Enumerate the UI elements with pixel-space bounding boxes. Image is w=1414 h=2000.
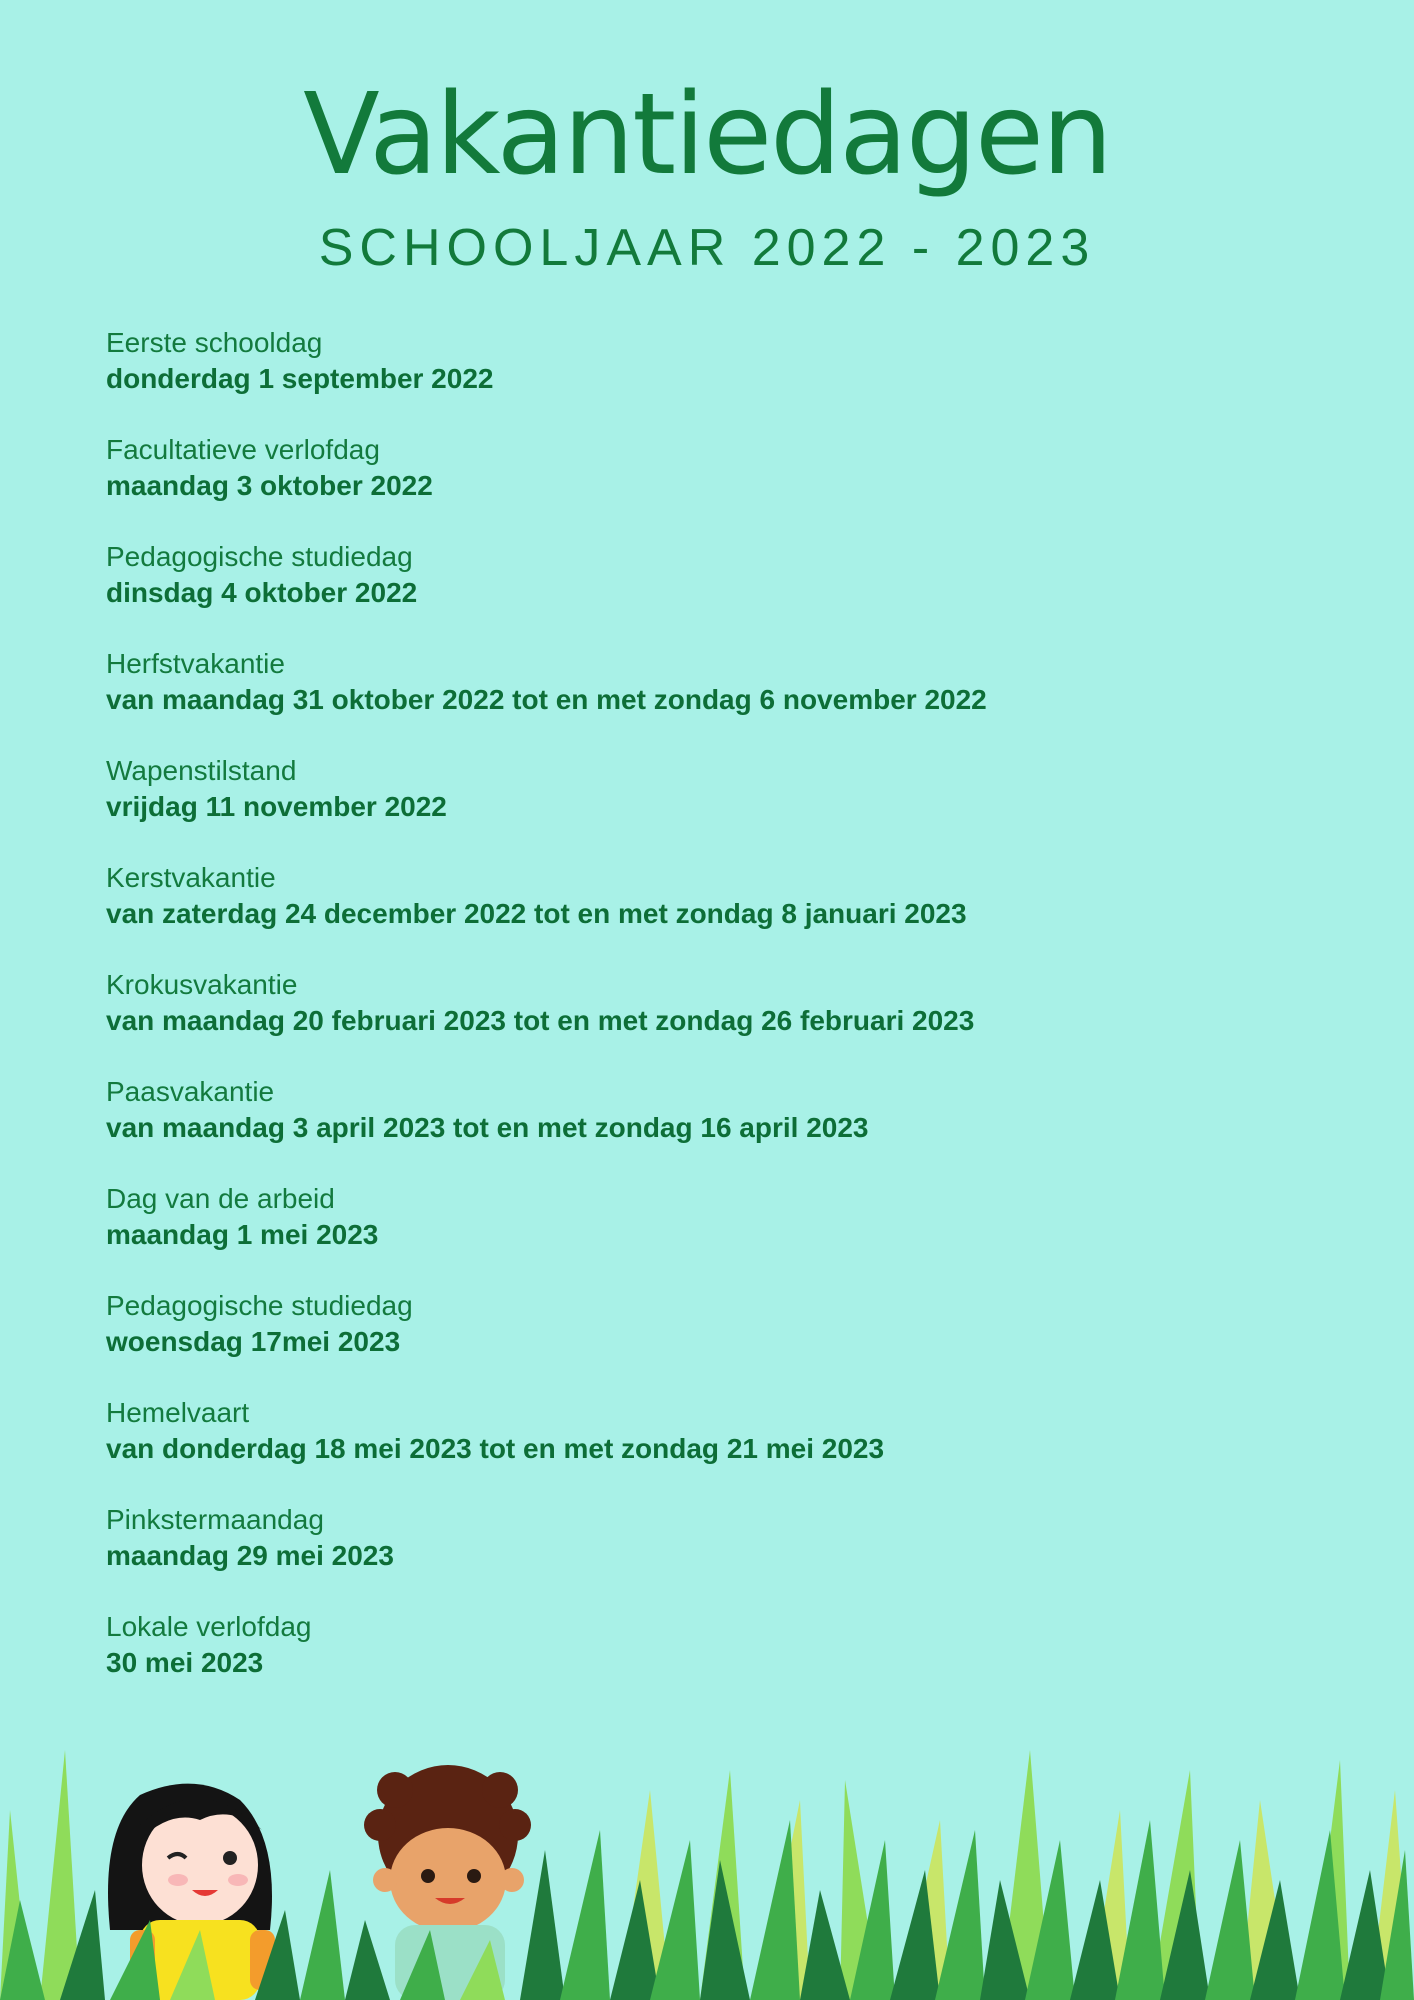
entry-label: Herfstvakantie: [106, 648, 285, 679]
entry-label: Dag van de arbeid: [106, 1183, 335, 1214]
entry-date: maandag 3 oktober 2022: [106, 470, 433, 501]
list-item: [106, 1609, 1306, 1716]
entry-label: Eerste schooldag: [106, 327, 323, 358]
page-subtitle: SCHOOLJAAR 2022 - 2023: [318, 219, 1096, 277]
entry-date: van donderdag 18 mei 2023 tot en met zondag 21 mei 2023: [106, 1433, 885, 1464]
entry-date: van zaterdag 24 december 2022 tot en met zondag 8 januari 2023: [106, 898, 967, 929]
boy-icon: [364, 1765, 531, 2000]
list-item: [106, 860, 1306, 967]
entry-label: Pedagogische studiedag: [106, 1290, 413, 1321]
entry-label: Krokusvakantie: [106, 969, 298, 1000]
list-item: [106, 1074, 1306, 1181]
list-item: [106, 1181, 1306, 1288]
list-item: [106, 646, 1306, 753]
list-item: [106, 1502, 1306, 1609]
entry-date: donderdag 1 september 2022: [106, 363, 494, 394]
entry-label: Kerstvakantie: [106, 862, 276, 893]
page-title: Vakantiedagen: [303, 70, 1111, 200]
entry-date: van maandag 20 februari 2023 tot en met zondag 26 februari 2023: [106, 1005, 975, 1036]
list-item: [106, 325, 1306, 432]
entry-date: vrijdag 11 november 2022: [106, 791, 447, 822]
entry-label: Pedagogische studiedag: [106, 541, 413, 572]
grass-scene: [0, 1730, 1414, 2000]
entry-label: Lokale verlofdag: [106, 1611, 312, 1642]
entry-date: maandag 29 mei 2023: [106, 1540, 394, 1571]
entry-date: woensdag 17mei 2023: [106, 1326, 401, 1357]
list-item: [106, 539, 1306, 646]
list-item: [106, 967, 1306, 1074]
entry-label: Facultatieve verlofdag: [106, 434, 380, 465]
entry-label: Wapenstilstand: [106, 755, 297, 786]
entry-date: maandag 1 mei 2023: [106, 1219, 379, 1250]
entry-date: van maandag 3 april 2023 tot en met zondag 16 april 2023: [106, 1112, 869, 1143]
entry-date: dinsdag 4 oktober 2022: [106, 577, 418, 608]
holiday-list: [106, 325, 1306, 1716]
list-item: [106, 1288, 1306, 1395]
entry-label: Pinkstermaandag: [106, 1504, 324, 1535]
list-item: [106, 432, 1306, 539]
entry-label: Paasvakantie: [106, 1076, 275, 1107]
entry-date: 30 mei 2023: [106, 1647, 264, 1678]
entry-date: van maandag 31 oktober 2022 tot en met zondag 6 november 2022: [106, 684, 987, 715]
entry-label: Hemelvaart: [106, 1397, 250, 1428]
list-item: [106, 753, 1306, 860]
list-item: [106, 1395, 1306, 1502]
